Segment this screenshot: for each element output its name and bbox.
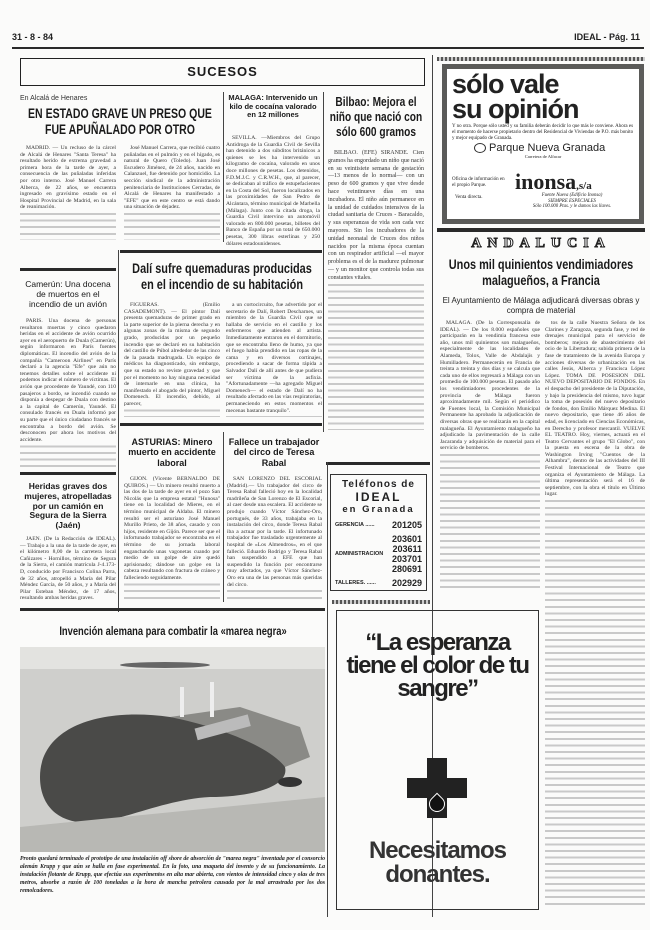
blood-ad-headline: “La esperanza tiene el color de tu sangre” bbox=[346, 629, 529, 702]
col-rule bbox=[223, 92, 224, 242]
andalucia-subhead: El Ayuntamiento de Málaga adjudicará diversas obras y compra de material bbox=[442, 296, 640, 315]
telefono-row bbox=[331, 518, 426, 532]
telefono-label: TALLERES. ...... bbox=[335, 580, 376, 586]
circo-headline: Fallece un trabajador del circo de Teresa Rabal bbox=[228, 437, 320, 468]
blood-donation-ad bbox=[336, 610, 539, 910]
telefono-label: GERENCIA ...... bbox=[335, 522, 375, 528]
circo-body: SAN LORENZO DEL ESCORIAL (Madrid).— Un trabajador del circo de Teresa Rabal falleció hoy en la localidad madrileña de San Lorenzo de El Escorial, al caer desde una escalera. El accidente se produjo cuando Víctor Sánchez-Oro, portugués, de 33 años, trabajaba en la instalación del circo, donde Teresa Rabal iba a actuar por la tarde. El infortunado trabajador fue trasladado urgentemente al hospital de «Los Almendros», en el que falleció. Eduardo Rodrigo y Teresa Rabal han suspendido a EFE que han suspendido la función por encontrarse muy afectados, ya que Víctor Sánchez-Oro era una de las personas más queridas del circo. bbox=[227, 476, 322, 601]
dali-body-2: a un cortocircuito, fue advertido por el secretario de Dalí, Robert Descharnes, un miembro de la Guardia Civil que se hallaba de servicio en el castillo y los enfermeros que atienden al artista. Inmediatamente entraron en el dormitorio, que se encontraba lleno de humo, ya que el fuego había prendido en las ropas de la cama y en diversos cortinajes, procediendo a sacar de forma rápida a Salvador Dalí de allí antes de que pudiera ser víctima de la asfixia. "Afortunadamente —ha agregado Miguel Domenech— el estado de Dalí no ha resultado afectado en las vías respiratorias, permaneciendo en estos momentos el mecenas bastante tranquilo". bbox=[226, 302, 322, 417]
page-folio: IDEAL - Pág. 11 bbox=[574, 32, 640, 42]
bilbao-body: BILBAO. (EFE) SIRANDE. Cien gramos ha engordado un niño que nació en su veintisiete semana de gestación —13 menos de lo normal— con un peso de 600 gramos y que vive desde hace veintinueve días en una incubadora. El niño aún permanece en la unidad de cuidados intensivos de la ciudad sanitaria de Cruces - Baracaldo, y sus esperanzas de vida son cada vez mayores. Sin los incubadores de la unidad neonatal de Cruces dos niños nacidos por la misma época cuentan con un respirador artificial —el mayor problema es el de la madurez pulmonar— y un monitor que controla todas sus constantes vitales. bbox=[328, 150, 424, 430]
asturias-body: GIJON. (Vicente BERNALDO DE QUIROS.) — Un minero resultó muerto a las dos de la tarde de ayer en el pozo San Nicolás que la empresa estatal "Hunosa" tiene en la localidad de Mieres, en el término municipal de Aldaba. El minero resultó ser el asturiano José Manuel Murillo Prieto, de 38 años, casado y con hijos, residente en Gijón. Parece ser que el infortunado trabajador se encontraba en el término de su jornada laboral enganchando unas vagonetas cuando por medio de un golpe de aire quedó aprisionado; dándose un golpe en la cabeza resultando con fractura de cráneo y falleciendo seguidamente. bbox=[124, 476, 220, 601]
park-logo-icon bbox=[474, 143, 486, 153]
ad-sale: Venta directa. bbox=[455, 195, 483, 200]
telefono-number: 203701 bbox=[391, 554, 422, 564]
cameroun-body: PARIS. Una docena de personas resultaron muertas y cinco quedaron heridas en el accidente de avión ocurrido ayer en el aeropuerto de Duala (Camerún), según informaron en París fuentes diplomáticas. El incendio del avión de la compañía "Cameroon Airlines" en París declaró a la agencia "Efe" que aún no tenemos detalles sobre el accidente ni podemos indicar el número de víctimas. El avión que procedente de Yaundé, con 110 pasajeros a bordo, se incendió cuando se disponía a despegar de Duala con destino a la capital de Camerún, Yaundé. El consulado francés en Duala informó por su parte que el único ciudadano francés se encontraba a bordo del avión. Se desconocen por ahora los motivos del accidente. bbox=[20, 318, 116, 470]
andalucia-body-2: tos de la calle Nuestra Señora de los Clarines y Zaragoza, segunda fase, y red de drenajes municipal para el servicio de bomberos; mejora de abastecimiento del ocio de la Libertadura; subida primera de la fase de tratamiento de la avenida Europa y acciones diversas de urbanización en las calles Jesús, Alberca y Francisca López López. TOMA DE POSESION DEL NUEVO DEPOSITARIO DE FONDOS. En el despacho del presidente de la Diputación, y bajo la presidencia del mismo, tuvo lugar la toma de posesión del nuevo depositario de fondos, don Emilio Márquez Medina. El nuevo depositario, que tiene 46 años de edad, es licenciado en Ciencias Económicas, en Derecho y profesor mercantil. VUELVE EL TEATRO. Hoy, viernes, actuará en el Teatro Cervantes el grupo "El Globo", con la puesta en escena de la obra de Washington Irving "Cuentos de la Alhambra", dentro de las actividades del III Festival Internacional de Teatro que organiza el Ayuntamiento de Málaga. La última representación será el 16 de septiembre, con la obra el título en Último lugar. bbox=[545, 320, 645, 908]
dotted-rule bbox=[332, 600, 430, 604]
bilbao-headline: Bilbao: Mejora el niño que nació con sólo 600 gramos bbox=[329, 94, 423, 139]
alcala-kicker: En Alcalá de Henares bbox=[20, 95, 88, 102]
asturias-rule bbox=[120, 423, 322, 426]
col-rule bbox=[327, 462, 328, 917]
dali-rule bbox=[120, 250, 322, 253]
heridas-body: JAEN. (De la Redacción de IDEAL). — Trabajo a la una de la tarde de ayer, en el kilómetro 8,00 de la carretera local Cañizares - Hornillos, término de Segura de la Sierra, el camión matrícula J-4.173-D, conducido por Francisco Colina Parra, de 32 años, atropelló a María del Pilar Méndez García, de 50 años, y a María del Pilar Esteban Méndez, de 17 años, resultando ambas heridas graves. bbox=[20, 536, 116, 602]
parque-nueva-granada-ad bbox=[442, 64, 644, 224]
ad-tags: Fuente Nueva (Edificio Inonsa) SIEMPRE ESPECIALES Sólo 100.000 Ptas. y le damos las llaves. bbox=[532, 193, 612, 210]
dotted-rule bbox=[437, 57, 645, 61]
col-rule bbox=[323, 92, 324, 432]
andalucia-rule bbox=[437, 228, 645, 232]
ad-company: inonsa,s/a bbox=[515, 169, 592, 194]
dali-body-1: FIGUERAS. (Emilio CASADEMONT). — El pintor Dalí presenta quemaduras de primer grado en la parte superior de la pierna derecha y en algunas zonas de la misma de segundo grado, producidas por un pequeño incendio que se declaró en su habitación del castillo de Púbol alrededor de las cinco de la pasada madrugada. Un equipo de médicos ha diagnosticado, sin embargo, que su estado no reviste gravedad y que por el momento no hay ninguna necesidad de internarle en una clínica, ha manifestado el abogado del pintor, Miguel Domenech. El incendio, debido, al parecer, bbox=[124, 302, 220, 417]
telefono-numbers bbox=[392, 534, 422, 574]
ad-office: Oficina de información en el propio Parque. bbox=[452, 177, 505, 188]
telefonos-rule bbox=[326, 462, 430, 465]
page-date: 31 - 8 - 84 bbox=[12, 32, 54, 42]
header-rule bbox=[12, 47, 644, 49]
section-title: SUCESOS bbox=[187, 64, 258, 79]
malaga-headline: MALAGA: Intervenido un kilo de cocaína valorado en 12 millones bbox=[228, 93, 318, 120]
heridas-rule bbox=[20, 472, 116, 475]
telefono-number: 280691 bbox=[391, 564, 422, 574]
telefonos-city: en Granada bbox=[342, 504, 415, 515]
ad-headline-2: su opinión bbox=[452, 94, 579, 124]
cameroun-headline: Camerún: Una docena de muertos en el incendio de un avión bbox=[25, 279, 111, 309]
ad-text: Y no otra. Porque sólo usted y su familia deberán decidir lo que más le conviene. Ahora es el momento de hacerse propietario dentro del Residencial de Viviendas de P.O. más bonito y mejor equipado de Granada. bbox=[452, 124, 634, 141]
col-rule bbox=[118, 250, 119, 612]
blood-ad-footer: Necesitamos donantes. bbox=[368, 837, 507, 888]
heridas-headline: Heridas graves dos mujeres, atropelladas por un camión en Segura de la Sierra (Jaén) bbox=[24, 481, 112, 531]
telefono-numbers bbox=[392, 520, 422, 530]
telefonos-list bbox=[331, 518, 426, 590]
invencion-rule bbox=[20, 608, 325, 611]
red-cross-icon bbox=[407, 758, 467, 818]
alcala-headline: EN ESTADO GRAVE UN PRESO QUE FUE APUÑALADO POR OTRO bbox=[28, 106, 212, 137]
telefono-numbers bbox=[392, 578, 422, 588]
asturias-headline: ASTURIAS: Minero muerto en accidente laboral bbox=[128, 437, 216, 468]
telefonos-brand: IDEAL bbox=[355, 490, 402, 504]
malaga-body: SEVILLA. —Miembros del Grupo Antidroga de la Guardia Civil de Sevilla han detenido a dos súbditos británicos a quienes se les ha intervenido un kilogramo de cocaína, valorado en unos doce millones de pesetas. Los detenidos, F.D.M.J.C. y C.R.W.H., que, al parecer, se dedicaban al tráfico de estupefacientes en la Costa del Sol, fueron localizados en las proximidades de San Pedro de Alcántara, término municipal de Marbella (Málaga). Junto con la citada droga, la Guardia Civil intervino un automóvil valorado en 800.000 pesetas, billetes del Banco de España por un total de 650.000 pesetas, 300 libras esterlinas y 250 dólares estadounidenses. bbox=[226, 135, 320, 247]
telefono-row bbox=[331, 532, 426, 576]
oil-barrier-model-image bbox=[20, 647, 325, 852]
telefono-label: ADMINISTRACION bbox=[335, 551, 384, 557]
telefono-number: 203611 bbox=[392, 544, 422, 554]
telefonos-box bbox=[330, 474, 427, 591]
alcala-body-1: MADRID. — Un recluso de la cárcel de Alcalá de Henares "Santa Teresa" ha resultado herido de extrema gravedad a primera hora de la tarde de ayer, a consecuencia de las puñaladas inferidas por otro interno. José Manuel Carrera Alberca, de 22 años, se encuentra ingresado en gravísimo estado en el Hospital Provincial de Madrid, en la sala de reanimación. bbox=[20, 145, 116, 240]
section-sucesos bbox=[20, 58, 425, 86]
telefono-number: 203601 bbox=[391, 534, 422, 544]
telefono-row bbox=[331, 576, 426, 590]
telefono-number: 202929 bbox=[391, 578, 422, 588]
alcala-body-2: José Manuel Carrera, que recibió cuatro puñaladas en el pulmón y en el hígado, es natural de Quero (Toledo). Juan José Escudero Jiménez, de 24 años, nacido en Calanzuel, fue detenido por homicidio. La sección sindical de la administración penitenciaria de Instituciones Cerradas, de Alcalá de Henares ha manifestado a "EFE" que en este centro se está dando una situación de dejadez. bbox=[124, 145, 220, 240]
ad-headline-1: sólo vale bbox=[452, 69, 559, 99]
invencion-photo bbox=[20, 647, 325, 852]
invencion-caption: Pronto quedará terminado el prototipo de una instalación off shore de absorción de "marea negra" inventada por el consorcio alemán Krupp y que aún se halla en fase experimental. En la foto, una maqueta del invento y de su funcionamiento. La instalación flotante de Krupp, que efectúa sus experimentos en alta mar abierta, con vientos de intensidad cinco y olas de tres metros, absorbe a razón de 100 toneladas a la hora de mancha petrolera causada por la mal arrastrada por los dos remolcadores. bbox=[20, 856, 325, 894]
andalucia-headline: Unos mil quinientos vendimiadores malagueños, a Francia bbox=[448, 256, 634, 289]
dali-headline: Dalí sufre quemaduras producidas en el incendio de su habitación bbox=[132, 260, 312, 293]
ad-brand: Parque Nueva Granada bbox=[474, 142, 634, 154]
col-rule bbox=[223, 432, 224, 602]
cameroun-rule bbox=[20, 268, 116, 271]
invencion-headline: Invención alemana para combatir la «marea negra» bbox=[59, 624, 287, 638]
ad-brand-sub: Carretera de Alfacar bbox=[524, 154, 562, 159]
andalucia-body-1: MALAGA. (De la Corresponsalía de IDEAL). — De los 8.000 españoles que participarán en la vendimia francesa este año, unos mil quinientos son malagueños, especialmente de las localidades de Alameda, Tolox, Valle de Abdalajís y Humilladero. Permanecerán en Francia de treinta a treinta y dos días y se calcula que cada uno de ellos regresará a Málaga con un promedio de 100.000 pesetas. El pasado año los vendimiadores procedentes de la provincia de Málaga fueron aproximadamente mil. Según el periódico de Fuentes local, la Comisión Municipal Permanente ha aprobado la adjudicación de diversas obras que se realizarán en la capital malagueña. El Ayuntamiento malagueño ha adjudicado la pavimentación de la calle Jacaranda y adquisición de material para el servicio de bomberos. bbox=[440, 320, 540, 592]
telefono-number: 201205 bbox=[391, 520, 422, 530]
telefonos-title: Teléfonos de bbox=[342, 479, 415, 490]
section-andalucia: ANDALUCIA bbox=[471, 236, 611, 251]
